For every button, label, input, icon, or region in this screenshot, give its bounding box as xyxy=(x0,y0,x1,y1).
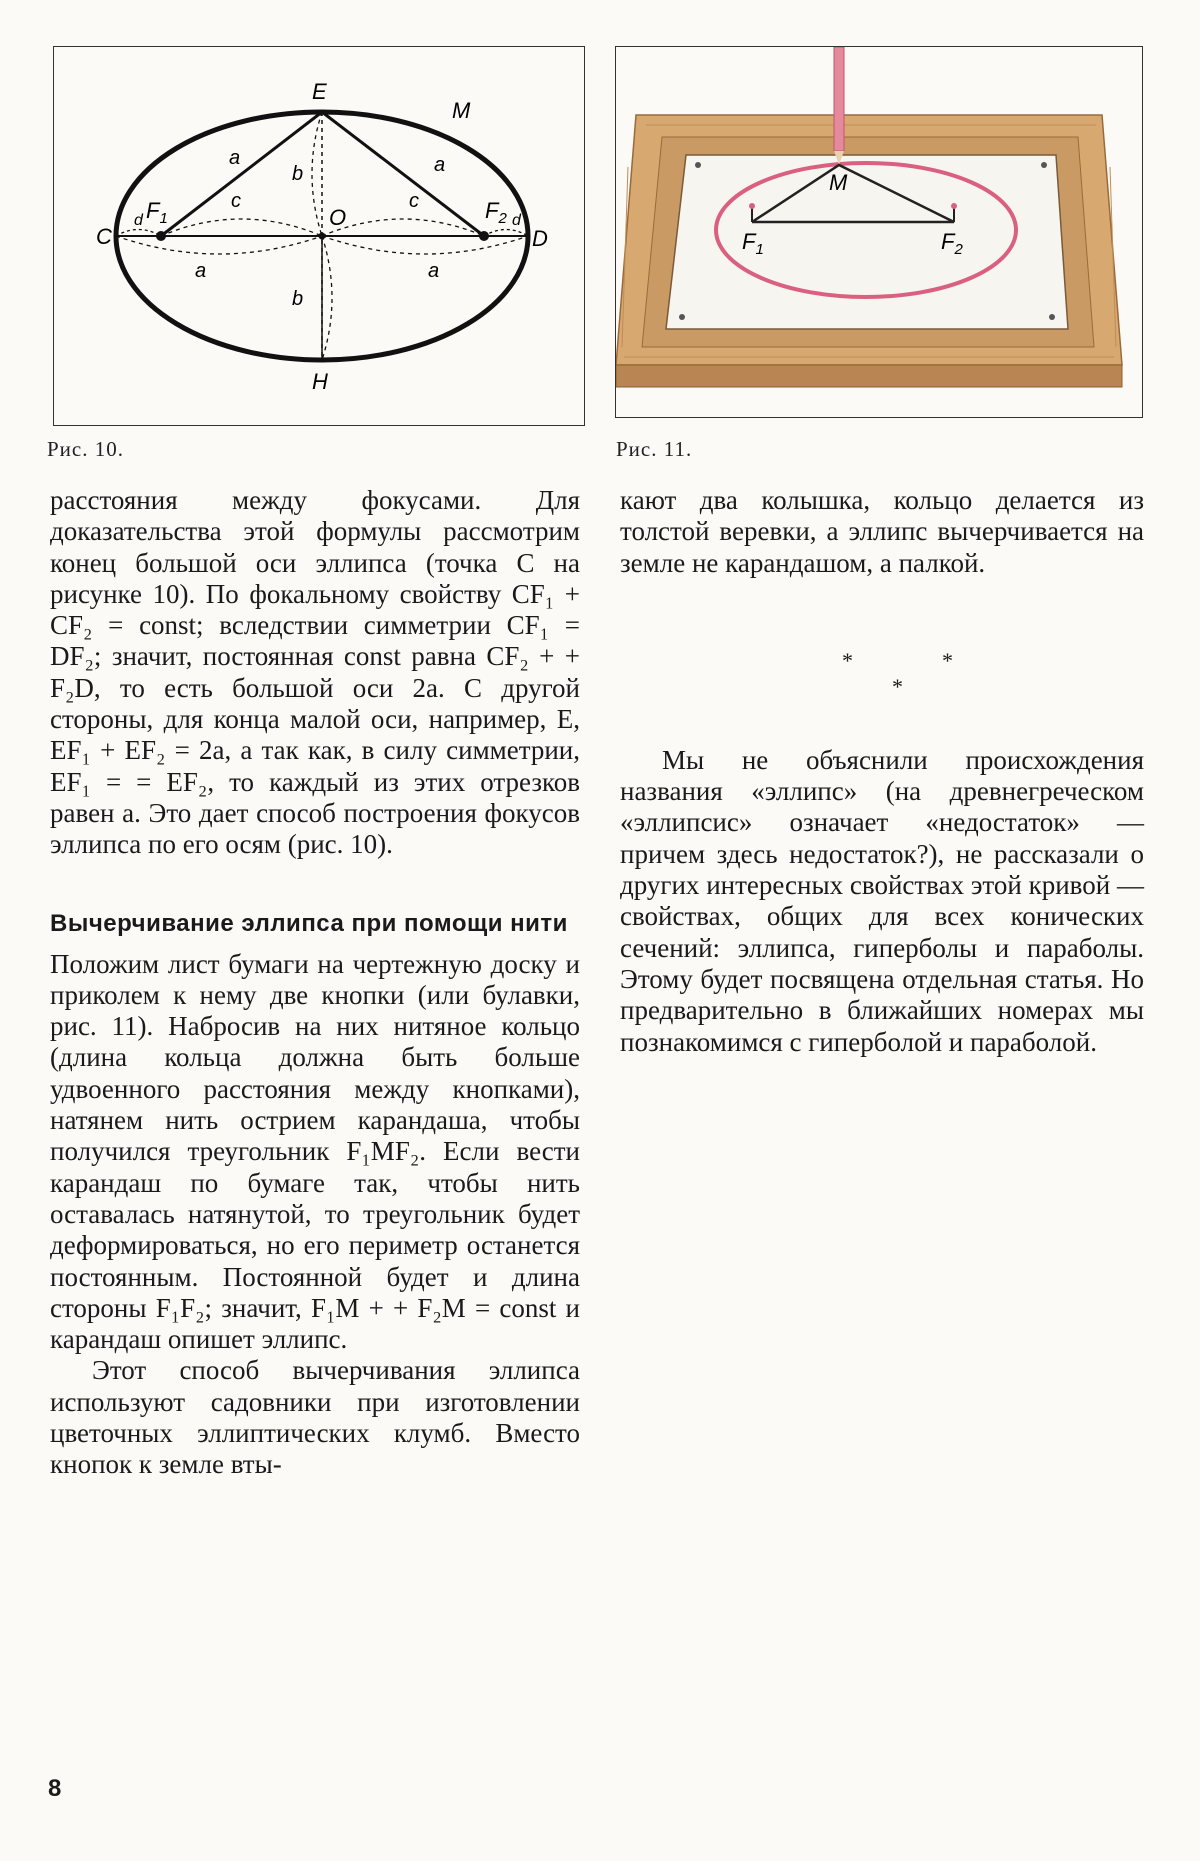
arc-o-f2 xyxy=(322,219,484,236)
label-m: M xyxy=(829,170,848,195)
label-b-lower: b xyxy=(292,288,304,310)
ellipse-diagram xyxy=(54,47,584,425)
label-a-lower-right: a xyxy=(428,260,440,282)
left-paragraph-1: расстояния между фокусами. Для доказательства этой формулы рассмотрим конец большой оси эллипса (точка C на рисунке 10). По фокальному свойству CF₁ + CF₂ = const; вследствии симметрии CF₁ = DF₂; значит, постоянная const равна CF₂ + + F₂D, то есть большой оси 2a. С другой стороны, для конца малой оси, например, E, EF₁ + EF₂ = 2a, а так как, в силу симметрии, EF₁ = = EF₂, то каждый из этих отрезков равен a. Это дает способ построения фокусов эллипса по его осям (рис. 10). xyxy=(50,485,580,860)
focus-f2-point xyxy=(479,231,489,241)
star-1: * xyxy=(842,647,853,673)
pin-bottom-right xyxy=(1049,314,1055,320)
page-number: 8 xyxy=(48,1775,62,1802)
label-c-left: c xyxy=(231,190,241,212)
pencil xyxy=(834,47,844,151)
figure-10 xyxy=(53,46,585,426)
arc-o-h xyxy=(322,236,332,360)
section-break-stars xyxy=(620,639,1144,725)
center-o-point xyxy=(319,233,326,240)
left-paragraph-2: Положим лист бумаги на чертежную доску и приколем к нему две кнопки (или булавки, рис. 11). Набросив на них нитяное кольцо (длина кольца должна быть больше удвоенного расстояния между кнопками), натянем нить острием карандаша, чтобы получился треугольник F₁MF₂. Если вести карандаш по бумаге так, чтобы нить оставалась натянутой, то треугольник будет деформироваться, но его периметр останется постоянным. Постоянной будет и длина стороны F₁F₂; значит, F₁M + + F₂M = const и карандаш опишет эллипс. xyxy=(50,948,580,1355)
arc-o-d xyxy=(322,236,528,254)
label-d-left: d xyxy=(134,212,143,229)
label-o: O xyxy=(329,205,347,230)
section-heading: Вычерчивание эллипса при помощи нити xyxy=(50,909,568,937)
figure-11-caption: Рис. 11. xyxy=(616,437,693,461)
paper-sheet xyxy=(666,155,1068,329)
drawing-board-illustration xyxy=(616,47,1142,417)
segment-e-f2 xyxy=(322,112,484,236)
arc-c-o xyxy=(116,236,322,254)
label-b-upper: b xyxy=(292,163,304,185)
right-column xyxy=(620,485,1144,1058)
right-paragraph-1: кают два колышка, кольцо делается из толстой веревки, а эллипс вычерчивается на земле не карандашом, а палкой. xyxy=(620,485,1144,578)
left-paragraph-3: Этот способ вычерчивания эллипса используют садовники при изготовлении цветочных эллиптических клумб. Вместо кнопок к земле вты- xyxy=(50,1355,580,1480)
star-2: * xyxy=(942,647,953,673)
pin-top-left xyxy=(695,162,701,168)
label-a-upper-left: a xyxy=(229,147,241,169)
label-d-right: d xyxy=(512,212,521,229)
focus-f1-point xyxy=(156,231,166,241)
label-f1: $F_1$ xyxy=(146,198,168,227)
figure-11 xyxy=(615,46,1143,418)
label-a-lower-left: a xyxy=(195,260,207,282)
label-h: H xyxy=(312,369,328,394)
label-m: M xyxy=(452,98,471,123)
label-d: D xyxy=(532,226,548,251)
pin-bottom-left xyxy=(679,314,685,320)
pin-top-right xyxy=(1041,162,1047,168)
arc-f1-o xyxy=(161,219,322,236)
label-f2: $F_2$ xyxy=(941,229,963,258)
right-paragraph-2: Мы не объяснили происхождения названия «эллипс» (на древнегреческом «эллипсис» означает «недостаток» — причем здесь недостаток?), не рассказали о других интересных свойствах этой кривой — свойствах, общих для всех конических сечений: эллипса, гиперболы и параболы. Этому будет посвящена отдельная статья. Но предварительно в ближайших номерах мы познакомимся с гиперболой и параболой. xyxy=(620,744,1144,1057)
label-f1: $F_1$ xyxy=(742,229,764,258)
star-3: * xyxy=(892,673,903,699)
label-e: E xyxy=(312,79,327,104)
label-f2: $F_2$ xyxy=(485,198,507,227)
label-a-upper-right: a xyxy=(434,154,446,176)
arc-e-o xyxy=(312,112,322,236)
label-c-right: c xyxy=(409,190,419,212)
figure-10-caption: Рис. 10. xyxy=(47,437,124,461)
left-column xyxy=(50,485,580,1481)
board-front-edge xyxy=(616,365,1122,387)
label-c: C xyxy=(96,224,112,249)
